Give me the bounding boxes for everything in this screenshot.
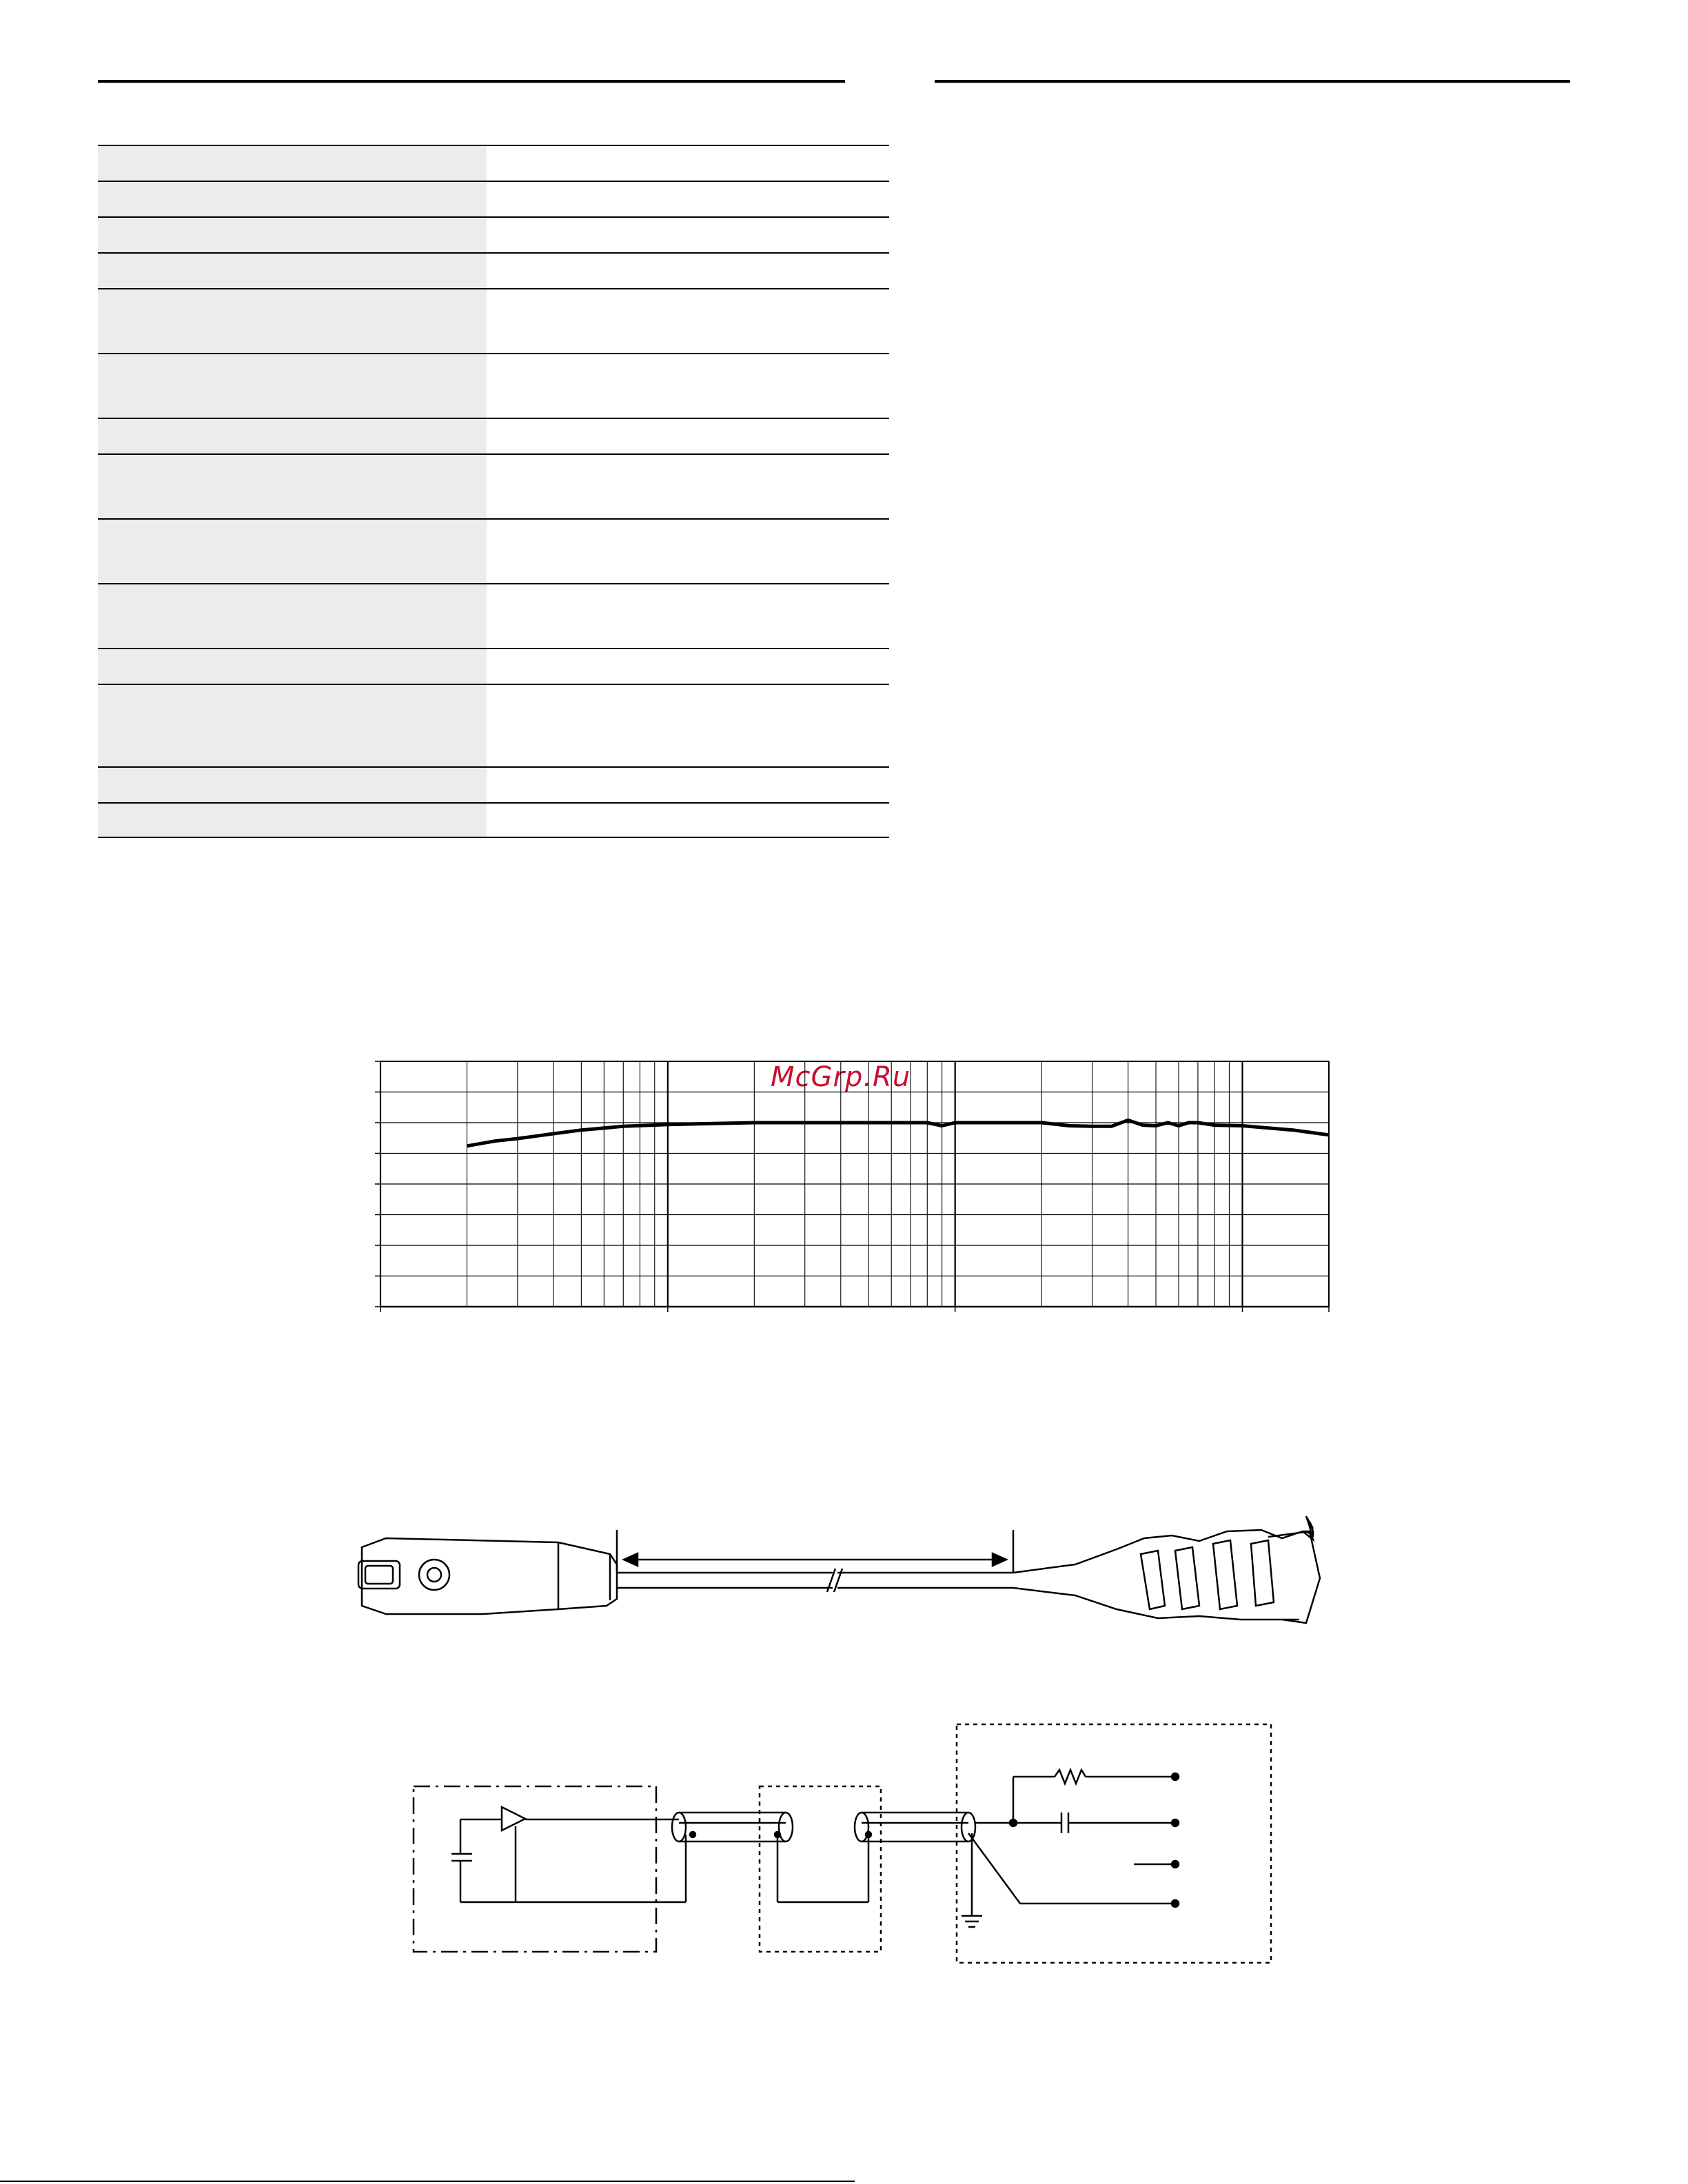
capsule-enclosure — [414, 1786, 656, 1952]
watermark: McGrp.Ru — [771, 1061, 911, 1093]
capacitor-icon — [451, 1819, 502, 1902]
footer-rule — [0, 2181, 855, 2182]
receiver-enclosure — [957, 1724, 1271, 1963]
resistor-icon — [1055, 1770, 1086, 1784]
amplifier-icon — [502, 1807, 525, 1830]
shielded-cable-icon — [672, 1813, 975, 1841]
